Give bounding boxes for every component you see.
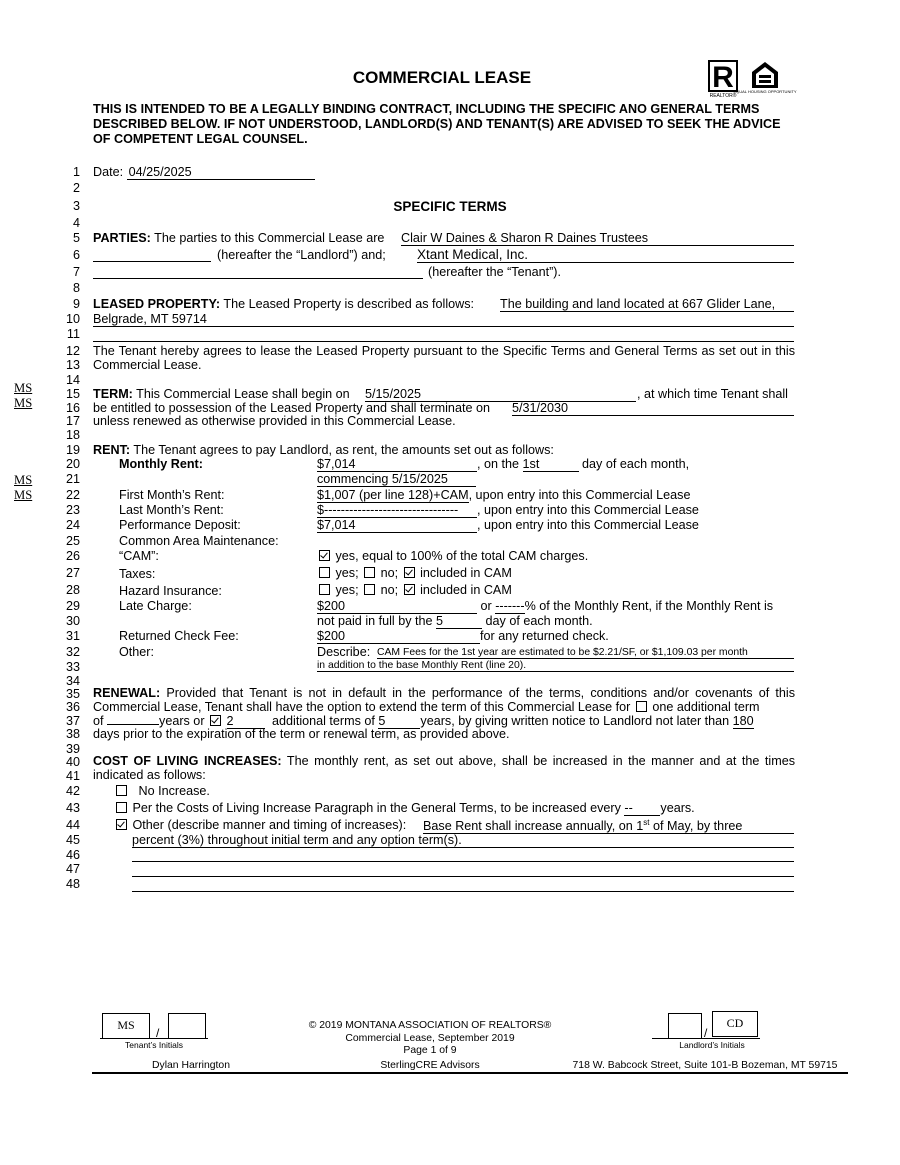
- monthly-rent-field[interactable]: $7,014: [317, 457, 477, 472]
- col-no-increase-checkbox[interactable]: [116, 785, 127, 796]
- parties-label: PARTIES:: [93, 231, 151, 245]
- line-number: 9: [72, 297, 80, 311]
- svg-text:EQUAL HOUSING OPPORTUNITY: EQUAL HOUSING OPPORTUNITY: [733, 89, 797, 94]
- performance-deposit-row: $7,014 , upon entry into this Commercial Lease: [317, 518, 699, 532]
- renewal-text: days prior to the expiration of the term or renewal term, as provided above.: [93, 727, 510, 741]
- leased-property-field[interactable]: Belgrade, MT 59714: [93, 312, 794, 327]
- line-number: 10: [65, 312, 80, 326]
- term-end-field[interactable]: 5/31/2030: [512, 401, 794, 416]
- line-number: 41: [65, 769, 80, 783]
- line-number: 4: [72, 216, 80, 230]
- first-month-field[interactable]: $1,007 (per line 128)+CAM: [317, 488, 469, 502]
- landlord-initial-box-2[interactable]: CD: [712, 1011, 758, 1037]
- cam-label: Common Area Maintenance:: [119, 534, 279, 548]
- margin-initial: MS: [14, 473, 33, 487]
- line-number: 28: [65, 583, 80, 597]
- line-number: 27: [65, 566, 80, 580]
- tenant-suffix: (hereafter the “Tenant”).: [428, 265, 561, 279]
- col-other-field[interactable]: percent (3%) throughout initial term and any option term(s).: [132, 833, 794, 848]
- line-number: 42: [65, 784, 80, 798]
- hazard-yes-checkbox[interactable]: [319, 584, 330, 595]
- initial-slash: /: [156, 1026, 160, 1040]
- margin-initial: MS: [14, 396, 33, 410]
- performance-deposit-field[interactable]: $7,014: [317, 518, 477, 533]
- line-number: 35: [65, 687, 80, 701]
- other-row: Describe:: [317, 645, 371, 659]
- line-number: 46: [65, 848, 80, 862]
- col-other-field[interactable]: Base Rent shall increase annually, on 1st of May, by three: [423, 818, 794, 834]
- svg-text:REALTOR®: REALTOR®: [709, 93, 737, 99]
- late-charge-row: not paid in full by the 5 day of each month.: [317, 614, 593, 628]
- rent-text: The Tenant agrees to pay Landlord, as rent, the amounts set out as follows:: [133, 443, 554, 457]
- returned-check-row: $200 for any returned check.: [317, 629, 609, 643]
- rent-row: [93, 443, 554, 457]
- page-number: Page 1 of 9: [403, 1045, 457, 1056]
- equal-housing-icon: [752, 62, 778, 88]
- parties-row: [93, 231, 384, 245]
- line-number: 48: [65, 877, 80, 891]
- margin-initial: MS: [14, 488, 33, 502]
- monthly-rent-label: Monthly Rent:: [119, 457, 203, 471]
- cam-row: yes, equal to 100% of the total CAM charges.: [317, 549, 588, 563]
- blank-line: [93, 341, 794, 342]
- renewal-paragraph: RENEWAL: Provided that Tenant is not in default in the performance of the terms, conditions and/or covenants of this Commercial Lease, Tenant shall have the option to extend the term of this Commercial Lease for one additional term: [93, 686, 796, 714]
- line-number: 17: [65, 414, 80, 428]
- agreement-text: The Tenant hereby agrees to lease the Leased Property pursuant to the Specific Terms and General Terms as set out in this Commercial Lease.: [93, 344, 795, 372]
- form-name: Commercial Lease, September 2019: [345, 1033, 515, 1044]
- first-month-row: $1,007 (per line 128)+CAM, upon entry into this Commercial Lease: [317, 488, 691, 502]
- line-number: 3: [72, 199, 80, 213]
- commencing-field[interactable]: commencing 5/15/2025: [317, 472, 476, 487]
- line-number: 40: [65, 755, 80, 769]
- line-number: 11: [66, 327, 80, 341]
- line-number: 22: [65, 488, 80, 502]
- col-other-checkbox[interactable]: [116, 819, 127, 830]
- line-number: 43: [65, 801, 80, 815]
- line-number: 19: [65, 443, 80, 457]
- line-number: 36: [65, 700, 80, 714]
- cam-label: “CAM”:: [119, 549, 159, 563]
- footer-rule: [92, 1072, 848, 1074]
- blank-line: [132, 891, 794, 892]
- line-number: 7: [72, 265, 80, 279]
- landlord-initials-caption: Landlord’s Initials: [679, 1040, 745, 1050]
- term-text: This Commercial Lease shall begin on: [136, 387, 350, 401]
- landlord-suffix: (hereafter the “Landlord”) and;: [217, 248, 386, 262]
- document-title: COMMERCIAL LEASE: [352, 68, 532, 87]
- line-number: 30: [65, 614, 80, 628]
- monthly-day-field[interactable]: 1st: [523, 457, 579, 472]
- initials-line: [100, 1038, 208, 1039]
- line-number: 2: [72, 181, 80, 195]
- first-month-label: First Month’s Rent:: [119, 488, 225, 502]
- last-month-row: $-------------------------------- , upon entry into this Commercial Lease: [317, 503, 699, 517]
- late-charge-label: Late Charge:: [119, 599, 192, 613]
- cam-yes-checkbox[interactable]: [319, 550, 330, 561]
- landlord-initial-box[interactable]: [668, 1013, 702, 1039]
- col-general-terms-checkbox[interactable]: [116, 802, 127, 813]
- leased-property-text: The Leased Property is described as follows:: [223, 297, 475, 311]
- hazard-label: Hazard Insurance:: [119, 584, 222, 598]
- date-label: Date:: [93, 165, 124, 179]
- section-heading-specific-terms: SPECIFIC TERMS: [393, 199, 507, 214]
- leased-property-row: [93, 297, 474, 311]
- late-percent-field[interactable]: -------: [495, 599, 525, 613]
- taxes-label: Taxes:: [119, 567, 156, 581]
- hazard-no-checkbox[interactable]: [364, 584, 375, 595]
- line-number: 45: [65, 833, 80, 847]
- renewal-years-field[interactable]: [107, 724, 159, 725]
- date-row: [93, 165, 315, 180]
- leased-property-label: LEASED PROPERTY:: [93, 297, 221, 311]
- renewal-additional-checkbox[interactable]: [210, 715, 221, 726]
- tenant-initials-caption: Tenant’s Initials: [125, 1040, 183, 1050]
- line-number: 25: [65, 534, 80, 548]
- initial-slash: /: [704, 1026, 708, 1040]
- line-number: 18: [65, 428, 80, 442]
- landlord-name-field[interactable]: Clair W Daines & Sharon R Daines Trustees: [401, 231, 794, 246]
- rent-label: RENT:: [93, 443, 131, 457]
- returned-check-label: Returned Check Fee:: [119, 629, 239, 643]
- line-number: 38: [65, 727, 80, 741]
- line-number: 26: [65, 549, 80, 563]
- parties-text: The parties to this Commercial Lease are: [154, 231, 385, 245]
- line-number: 8: [72, 281, 80, 295]
- col-option-3: Other (describe manner and timing of increases):: [114, 818, 406, 832]
- line-number: 13: [65, 358, 80, 372]
- line-number: 6: [72, 248, 80, 262]
- renewal-one-term-checkbox[interactable]: [636, 701, 647, 712]
- late-charge-field[interactable]: $200: [317, 599, 477, 614]
- blank-line: [132, 876, 794, 877]
- copyright: © 2019 MONTANA ASSOCIATION OF REALTORS®: [308, 1020, 552, 1031]
- term-text: unless renewed as otherwise provided in this Commercial Lease.: [93, 414, 456, 428]
- blank-line: [132, 861, 794, 862]
- last-month-label: Last Month’s Rent:: [119, 503, 224, 517]
- line-number: 21: [65, 472, 80, 486]
- line-number: 16: [65, 401, 80, 415]
- taxes-row: yes; no; included in CAM: [317, 566, 512, 580]
- line-number: 32: [65, 645, 80, 659]
- agent-name: Dylan Harrington: [152, 1060, 230, 1071]
- other-field[interactable]: CAM Fees for the 1st year are estimated to be $2.21/SF, or $1,109.03 per month: [377, 647, 794, 659]
- line-number: 37: [65, 714, 80, 728]
- term-label: TERM:: [93, 387, 133, 401]
- renewal-row: of years or 2 additional terms of 5 years, by giving written notice to Landlord not later than 180: [93, 714, 754, 728]
- line-number: 39: [65, 742, 80, 756]
- term-text: be entitled to possession of the Leased Property and shall terminate on: [93, 401, 490, 415]
- line-number: 31: [65, 629, 80, 643]
- line-number: 47: [65, 862, 80, 876]
- brokerage-name: SterlingCRE Advisors: [380, 1060, 480, 1071]
- col-paragraph: COST OF LIVING INCREASES: The monthly rent, as set out above, shall be increased in the manner and at the times indicated as follows:: [93, 754, 795, 782]
- realtor-logos: [708, 60, 797, 99]
- col-option-1: No Increase.: [114, 784, 210, 798]
- hazard-included-checkbox[interactable]: [404, 584, 415, 595]
- line-number: 15: [65, 387, 80, 401]
- brokerage-address: 718 W. Babcock Street, Suite 101-B Bozeman, MT 59715: [572, 1060, 838, 1071]
- taxes-yes-checkbox[interactable]: [319, 567, 330, 578]
- line-number: 5: [72, 231, 80, 245]
- line-number: 20: [65, 457, 80, 471]
- blank-line: [93, 261, 211, 262]
- margin-initial: MS: [14, 381, 33, 395]
- taxes-no-checkbox[interactable]: [364, 567, 375, 578]
- term-begin-field[interactable]: 5/15/2025: [365, 387, 636, 402]
- line-number: 34: [65, 674, 80, 688]
- hazard-row: yes; no; included in CAM: [317, 583, 512, 597]
- svg-text:R: R: [712, 61, 734, 94]
- line-number: 12: [65, 344, 80, 358]
- col-option-2: Per the Costs of Living Increase Paragraph in the General Terms, to be increased every -- years.: [114, 801, 695, 816]
- tenant-initial-box-2[interactable]: [168, 1013, 206, 1039]
- line-number: 14: [65, 373, 80, 387]
- col-years-field[interactable]: --: [624, 801, 660, 816]
- returned-check-field[interactable]: $200: [317, 629, 480, 644]
- tenant-initial-box[interactable]: MS: [102, 1013, 150, 1039]
- realtor-logo-icon: [708, 60, 797, 99]
- other-label: Other:: [119, 645, 154, 659]
- tenant-name-field[interactable]: Xtant Medical, Inc.: [417, 247, 794, 263]
- legal-notice: THIS IS INTENDED TO BE A LEGALLY BINDING CONTRACT, INCLUDING THE SPECIFIC ANO GENERAL TERMS DESCRIBED BELOW. IF NOT UNDERSTOOD, LANDLORD(S) AND TENANT(S) ARE ADVISED TO SEEK THE ADVICE OF COMPETENT LEGAL COUNSEL.: [93, 102, 781, 146]
- initials-line: [652, 1038, 760, 1039]
- blank-line: [93, 278, 423, 279]
- line-number: 23: [65, 503, 80, 517]
- term-text: , at which time Tenant shall: [637, 387, 788, 401]
- other-field[interactable]: in addition to the base Monthly Rent (line 20).: [317, 660, 794, 672]
- taxes-included-checkbox[interactable]: [404, 567, 415, 578]
- line-number: 24: [65, 518, 80, 532]
- date-field[interactable]: 04/25/2025: [127, 165, 315, 180]
- leased-property-field[interactable]: The building and land located at 667 Glider Lane,: [500, 297, 794, 312]
- late-day-field[interactable]: 5: [436, 614, 482, 629]
- line-number: 1: [72, 165, 80, 179]
- renewal-term-years-field[interactable]: 5: [378, 714, 420, 729]
- line-number: 29: [65, 599, 80, 613]
- last-month-field[interactable]: $--------------------------------: [317, 503, 477, 518]
- line-number: 33: [65, 660, 80, 674]
- term-row: [93, 387, 350, 401]
- performance-deposit-label: Performance Deposit:: [119, 518, 241, 532]
- late-charge-row: $200 or -------% of the Monthly Rent, if the Monthly Rent is: [317, 599, 774, 613]
- monthly-rent-row: $7,014 , on the 1st day of each month,: [317, 457, 690, 471]
- line-number: 44: [65, 818, 80, 832]
- renewal-terms-field[interactable]: 2: [227, 714, 265, 729]
- renewal-days-field[interactable]: 180: [732, 714, 754, 728]
